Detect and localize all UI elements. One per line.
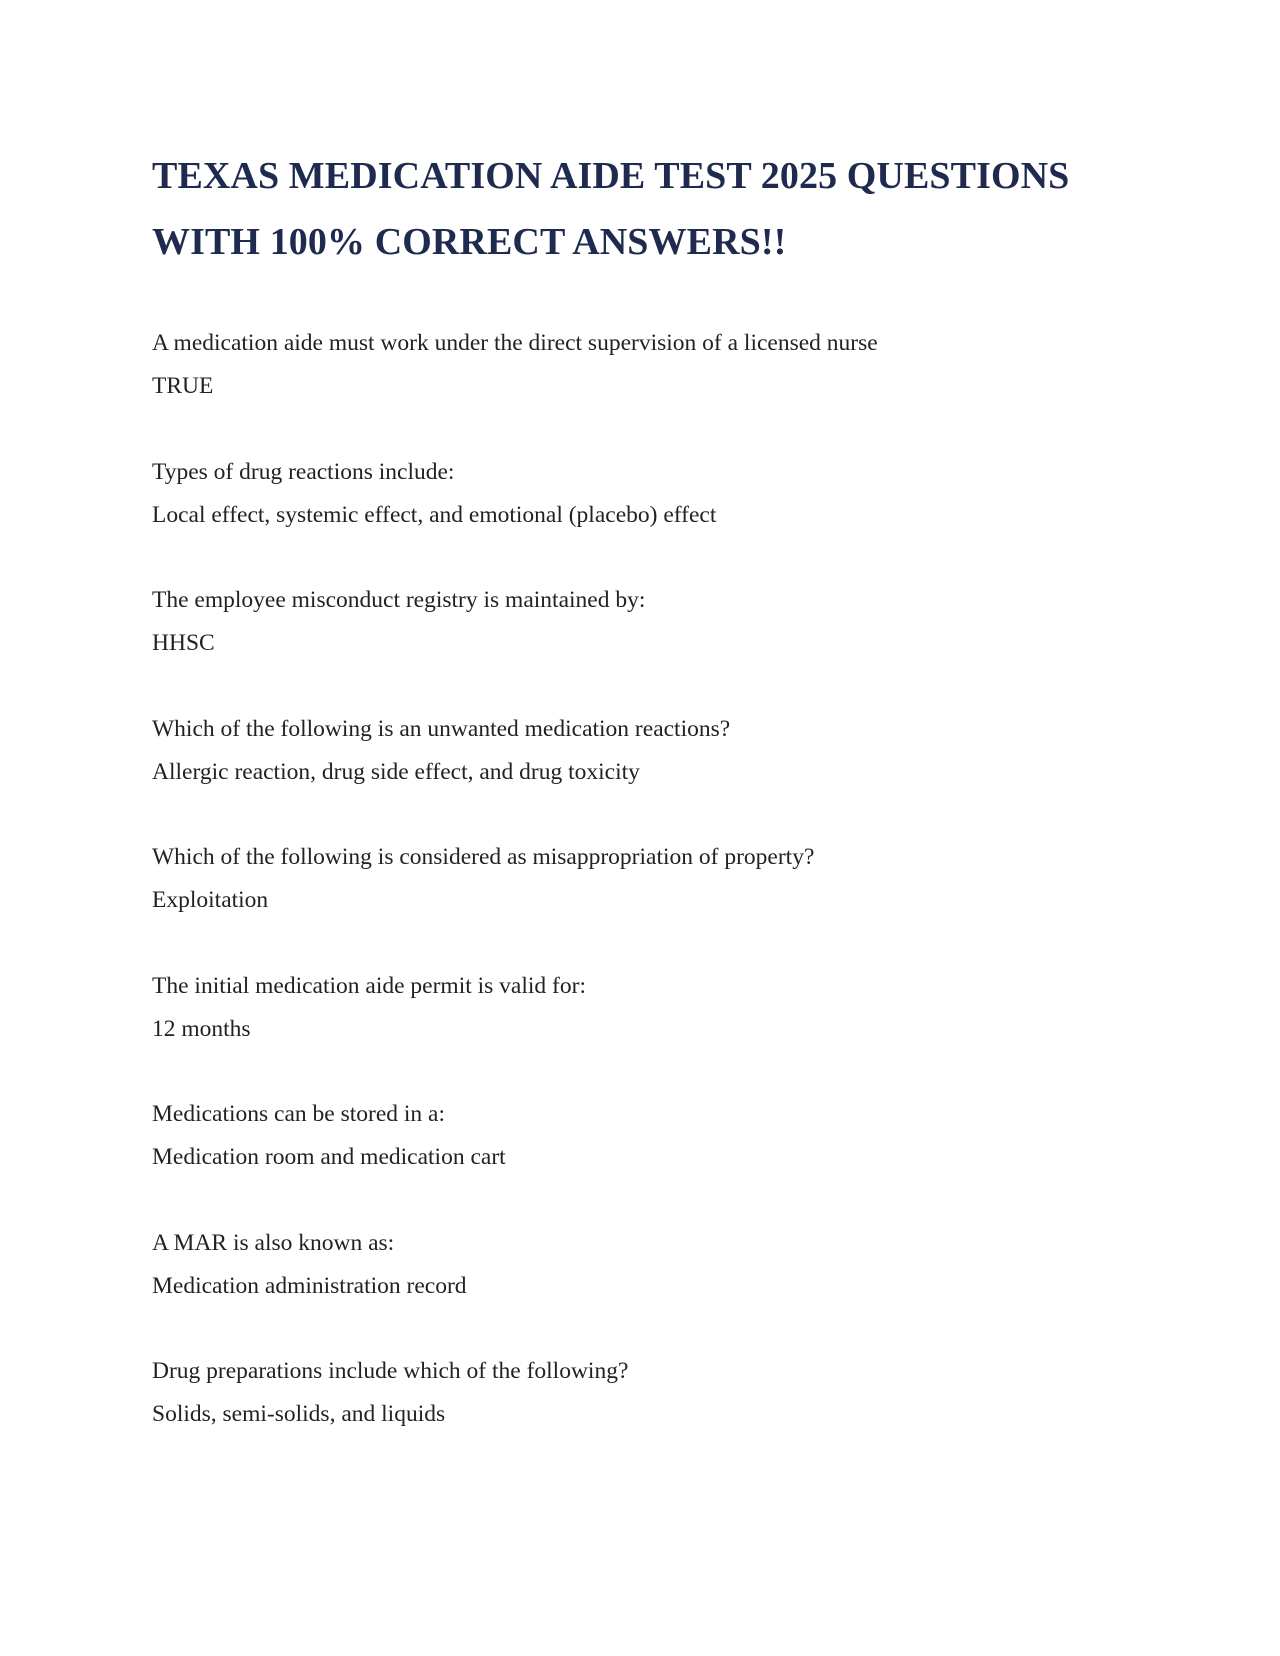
answer-text: Medication room and medication cart: [152, 1144, 506, 1170]
question-answer-item: [152, 579, 1152, 708]
document-title-line-2: WITH 100% CORRECT ANSWERS!!: [152, 221, 787, 263]
question-text: Which of the following is an unwanted medication reactions?: [152, 715, 731, 742]
answer-text: 12 months: [152, 1015, 251, 1042]
document-title: [152, 143, 1152, 275]
answer-text: Allergic reaction, drug side effect, and drug toxicity: [152, 758, 640, 785]
question-answer-item: [152, 1093, 1152, 1222]
question-answer-item: [152, 1350, 1152, 1479]
question-text: Medications can be stored in a:: [152, 1101, 446, 1127]
question-answer-item: [152, 322, 1152, 451]
question-text: Drug preparations include which of the following?: [152, 1358, 629, 1384]
document-title-line-1: TEXAS MEDICATION AIDE TEST 2025 QUESTIONS: [152, 155, 1070, 197]
answer-text: Medication administration record: [152, 1272, 467, 1299]
question-answer-item: [152, 451, 1152, 580]
question-answer-item: [152, 965, 1152, 1094]
answer-text: TRUE: [152, 373, 214, 399]
answer-text: Exploitation: [152, 887, 269, 913]
question-text: Types of drug reactions include:: [152, 458, 455, 485]
question-answer-list: [152, 322, 1152, 1479]
question-text: The employee misconduct registry is maintained by:: [152, 587, 646, 613]
question-text: Which of the following is considered as misappropriation of property?: [152, 844, 815, 870]
answer-text: HHSC: [152, 630, 215, 656]
question-text: A MAR is also known as:: [152, 1229, 395, 1256]
question-text: A medication aide must work under the direct supervision of a licensed nurse: [152, 330, 878, 356]
question-answer-item: [152, 836, 1152, 965]
answer-text: Solids, semi-solids, and liquids: [152, 1401, 446, 1427]
question-answer-item: [152, 1222, 1152, 1351]
question-answer-item: [152, 708, 1152, 837]
question-text: The initial medication aide permit is valid for:: [152, 972, 586, 999]
answer-text: Local effect, systemic effect, and emotional (placebo) effect: [152, 501, 717, 528]
